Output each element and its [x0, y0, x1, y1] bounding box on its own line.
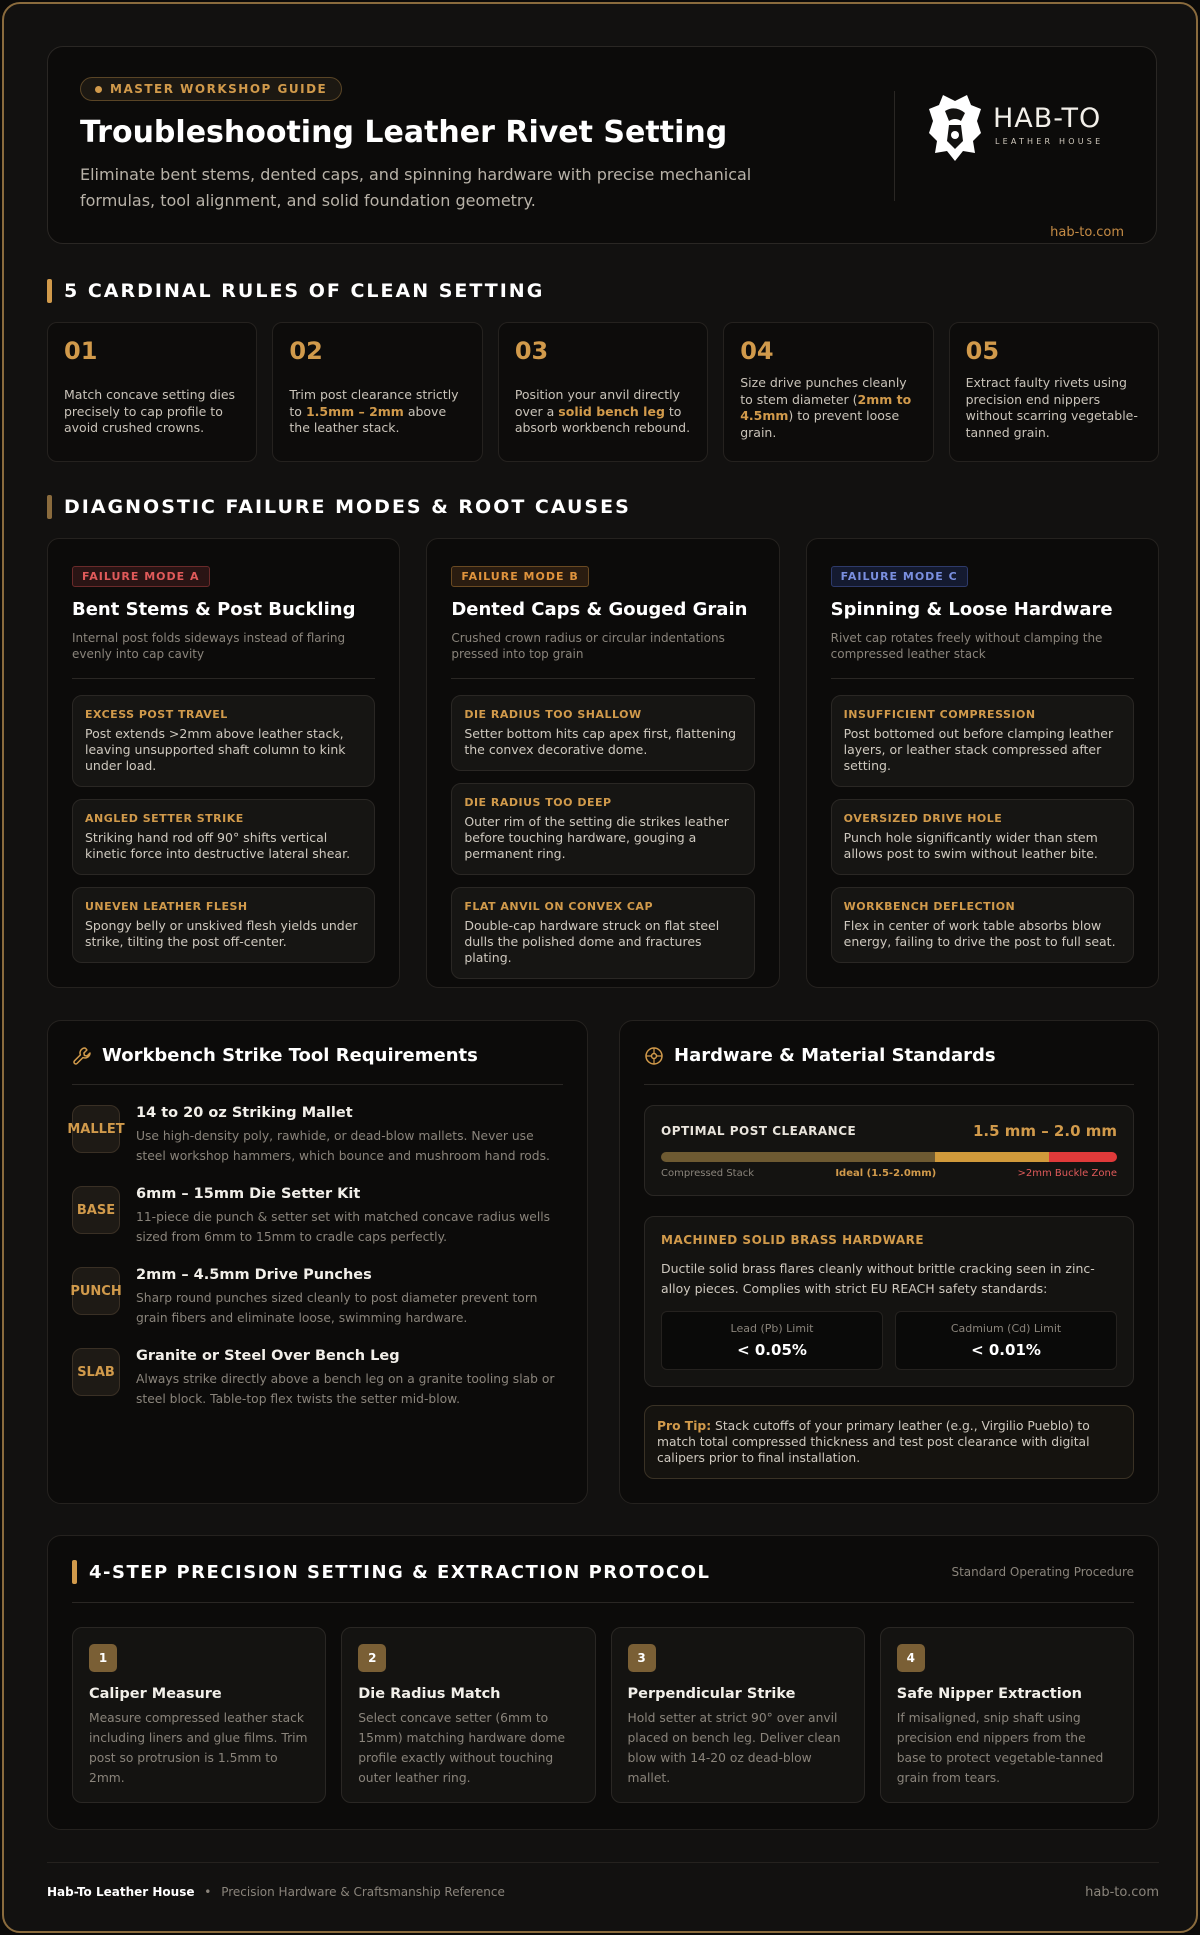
root-cause-title: OVERSIZED DRIVE HOLE: [843, 812, 1003, 825]
rule-number: 03: [514, 337, 549, 365]
divider: [451, 678, 754, 679]
tools-panel-title: Workbench Strike Tool Requirements: [102, 1045, 478, 1066]
rule-card: [47, 322, 257, 462]
protocol-step: [341, 1627, 595, 1803]
rule-text: Size drive punches cleanly to stem diameter (2mm to 4.5mm) to prevent loose grain.: [740, 375, 912, 440]
rule-highlight: solid bench leg: [558, 403, 665, 419]
rules-grid: [47, 322, 1159, 462]
root-cause-description: Post bottomed out before clamping leather layers, or leather stack compressed after setting.: [843, 726, 1114, 773]
step-number: 2: [358, 1644, 386, 1672]
protocol-panel: [47, 1535, 1159, 1830]
tool-badge: BASE: [72, 1186, 120, 1234]
brass-description: Ductile solid brass flares cleanly without brittle cracking seen in zinc-alloy pieces. Complies with strict EU REACH safety standards:: [661, 1261, 1095, 1296]
gauge-zone-label: Ideal (1.5-2.0mm): [835, 1168, 937, 1179]
section-accent-bar: [47, 279, 52, 303]
failure-mode-title: Dented Caps & Gouged Grain: [451, 599, 748, 620]
modes-section-heading: [47, 495, 631, 519]
root-cause-title: INSUFFICIENT COMPRESSION: [843, 708, 1036, 721]
protocol-header: [72, 1560, 1134, 1603]
root-cause-card: [451, 887, 754, 979]
divider: [72, 678, 375, 679]
limit-label: Cadmium (Cd) Limit: [950, 1322, 1062, 1335]
failure-modes-grid: [47, 538, 1159, 988]
tool-description: Use high-density poly, rawhide, or dead-blow mallets. Never use steel workshop hammers, which bounce and mushroom hand rods.: [136, 1129, 550, 1163]
root-cause-card: [451, 783, 754, 875]
failure-mode-title: Bent Stems & Post Buckling: [72, 599, 356, 620]
footer-url-link[interactable]: hab-to.com: [1085, 1885, 1159, 1900]
root-cause-description: Double-cap hardware struck on flat steel dulls the polished dome and fractures plating.: [464, 918, 720, 965]
rule-number: 04: [740, 337, 774, 365]
root-cause-title: UNEVEN LEATHER FLESH: [85, 900, 248, 913]
post-clearance-box: [644, 1105, 1134, 1196]
root-cause-card: [831, 695, 1134, 787]
pro-tip-box: [644, 1405, 1134, 1479]
rule-number: 05: [965, 337, 1000, 365]
hero-header: [47, 46, 1157, 244]
root-cause-description: Spongy belly or unskived flesh yields under strike, tilting the post off-center.: [85, 918, 358, 949]
root-cause-title: FLAT ANVIL ON CONVEX CAP: [464, 900, 654, 913]
brand-subtitle: LEATHER HOUSE: [995, 137, 1104, 146]
step-description: Select concave setter (6mm to 15mm) matching hardware dome profile exactly without touching outer leather ring.: [358, 1711, 566, 1785]
gauge-zone-label: >2mm Buckle Zone: [1017, 1168, 1117, 1179]
pro-tip-label: Pro Tip:: [657, 1419, 712, 1433]
protocol-steps: [72, 1627, 1134, 1803]
clearance-gauge: [661, 1152, 1117, 1162]
root-cause-description: Setter bottom hits cap apex first, flattening the convex decorative dome.: [464, 726, 737, 757]
failure-mode-description: Internal post folds sideways instead of flaring evenly into cap cavity: [72, 631, 346, 661]
wrench-icon: [72, 1046, 92, 1066]
clearance-gauge-labels: [661, 1168, 1117, 1179]
step-title: Perpendicular Strike: [627, 1686, 796, 1702]
step-title: Caliper Measure: [89, 1686, 222, 1702]
brand-block: [894, 91, 1124, 240]
guide-badge-label: MASTER WORKSHOP GUIDE: [110, 82, 328, 96]
divider: [831, 678, 1134, 679]
root-cause-description: Punch hole significantly wider than stem allows post to swim without leather bite.: [843, 830, 1098, 861]
root-cause-description: Outer rim of the setting die strikes leather before touching hardware, gouging a permanent ring.: [464, 814, 729, 861]
root-cause-card: [831, 799, 1134, 875]
rule-card: [723, 322, 933, 462]
tool-item: [67, 1105, 563, 1166]
gauge-segment: [1049, 1152, 1117, 1162]
section-accent-bar: [47, 495, 52, 519]
footer-separator: •: [204, 1885, 212, 1899]
failure-mode-card-a: [47, 538, 400, 988]
section-accent-bar: [72, 1560, 77, 1584]
rules-section-heading: [47, 279, 544, 303]
standards-panel-header: [644, 1045, 1134, 1085]
failure-mode-tag: FAILURE MODE B: [451, 566, 588, 587]
brass-hardware-box: [644, 1216, 1134, 1387]
root-cause-description: Striking hand rod off 90° shifts vertical kinetic force into destructive lateral shear.: [85, 830, 351, 861]
rule-number: 01: [64, 337, 98, 365]
tool-item: [72, 1267, 563, 1328]
tool-description: 11-piece die punch & setter set with matched concave radius wells sized from 6mm to 15mm to cradle caps perfectly.: [136, 1210, 551, 1244]
step-title: Safe Nipper Extraction: [896, 1686, 1082, 1702]
tool-item: [72, 1348, 563, 1409]
brass-title: MACHINED SOLID BRASS HARDWARE: [661, 1233, 925, 1247]
step-number: 4: [897, 1644, 925, 1672]
root-cause-card: [831, 887, 1134, 963]
step-title: Die Radius Match: [358, 1686, 501, 1702]
page-frame: [2, 2, 1198, 1933]
failure-mode-description: Crushed crown radius or circular indentations pressed into top grain: [451, 631, 725, 661]
tool-title: 6mm – 15mm Die Setter Kit: [136, 1186, 361, 1202]
page-title: Troubleshooting Leather Rivet Setting: [80, 115, 728, 150]
tool-description: Always strike directly above a bench leg on a granite tooling slab or steel block. Table-top flex twists the setter mid-blow.: [136, 1372, 555, 1406]
tool-title: Granite or Steel Over Bench Leg: [136, 1348, 400, 1364]
step-description: Measure compressed leather stack including liners and glue films. Trim post so protrusion is 1.5mm to 2mm.: [89, 1711, 308, 1785]
protocol-step: [880, 1627, 1134, 1803]
gauge-zone-label: Compressed Stack: [661, 1168, 755, 1179]
failure-mode-card-c: [806, 538, 1159, 988]
tools-panel: [47, 1020, 588, 1504]
tool-title: 2mm – 4.5mm Drive Punches: [136, 1267, 372, 1283]
rule-number: 02: [289, 337, 323, 365]
tool-badge: PUNCH: [72, 1267, 120, 1315]
tool-badge: MALLET: [72, 1105, 120, 1153]
guide-badge: [80, 77, 342, 101]
protocol-label: Standard Operating Procedure: [951, 1565, 1134, 1579]
cadmium-limit-card: [895, 1311, 1117, 1370]
step-description: If misaligned, snip shaft using precision end nippers from the base to protect vegetable-tanned grain from tears.: [896, 1711, 1104, 1785]
post-clearance-label: OPTIMAL POST CLEARANCE: [661, 1124, 857, 1138]
step-number: 3: [628, 1644, 656, 1672]
gauge-segment: [661, 1152, 935, 1162]
root-cause-card: [72, 695, 375, 787]
tool-description: Sharp round punches sized cleanly to post diameter prevent torn grain fibers and eliminate loose, swimming hardware.: [136, 1291, 538, 1325]
root-cause-card: [72, 799, 375, 875]
step-number: 1: [89, 1644, 117, 1672]
post-clearance-value: 1.5 mm – 2.0 mm: [972, 1122, 1117, 1140]
pro-tip-text: Stack cutoffs of your primary leather (e.g., Virgilio Pueblo) to match total compressed thickness and test post clearance with digital calipers prior to final installation.: [657, 1419, 1090, 1465]
root-cause-card: [451, 695, 754, 771]
rule-text: Trim post clearance strictly to 1.5mm – 2mm above the leather stack.: [289, 387, 459, 435]
failure-mode-title: Spinning & Loose Hardware: [830, 599, 1113, 620]
leather-hide-logo-icon: [925, 91, 985, 165]
root-cause-description: Flex in center of work table absorbs blow energy, failing to drive the post to full seat.: [843, 918, 1116, 949]
page-footer: [47, 1862, 1159, 1900]
protocol-step: [611, 1627, 865, 1803]
footer-tagline: Precision Hardware & Craftsmanship Reference: [221, 1885, 505, 1899]
protocol-title: 4-STEP PRECISION SETTING & EXTRACTION PROTOCOL: [89, 1561, 711, 1583]
tool-badge: SLAB: [72, 1348, 120, 1396]
tools-panel-header: [72, 1045, 563, 1085]
lead-limit-card: [661, 1311, 883, 1370]
failure-mode-card-b: [426, 538, 779, 988]
rule-highlight: 2mm to 4.5mm: [740, 391, 912, 423]
rule-highlight: 1.5mm – 2mm: [305, 403, 404, 419]
step-description: Hold setter at strict 90° over anvil placed on bench leg. Deliver clean blow with 14-20 oz dead-blow mallet.: [627, 1711, 841, 1785]
rules-section-title: 5 CARDINAL RULES OF CLEAN SETTING: [64, 280, 545, 302]
standards-panel: [619, 1020, 1159, 1504]
brand-name: HAB-TO: [993, 103, 1102, 134]
root-cause-description: Post extends >2mm above leather stack, leaving unsupported shaft column to kink under load.: [85, 726, 346, 773]
modes-section-title: DIAGNOSTIC FAILURE MODES & ROOT CAUSES: [64, 496, 631, 518]
limit-value: < 0.01%: [971, 1341, 1041, 1359]
gauge-segment: [935, 1152, 1049, 1162]
root-cause-card: [72, 887, 375, 963]
failure-mode-tag: FAILURE MODE C: [831, 566, 968, 587]
root-cause-title: EXCESS POST TRAVEL: [85, 708, 228, 721]
tool-item: [72, 1186, 563, 1247]
root-cause-title: ANGLED SETTER STRIKE: [85, 812, 244, 825]
limit-value: < 0.05%: [737, 1341, 807, 1359]
rule-card: [498, 322, 708, 462]
rule-card: [272, 322, 482, 462]
root-cause-title: DIE RADIUS TOO SHALLOW: [464, 708, 642, 721]
limits-row: [661, 1311, 1117, 1370]
rule-text: Position your anvil directly over a solid bench leg to absorb workbench rebound.: [514, 387, 691, 435]
tool-title: 14 to 20 oz Striking Mallet: [136, 1105, 353, 1121]
root-cause-title: DIE RADIUS TOO DEEP: [464, 796, 612, 809]
standards-panel-title: Hardware & Material Standards: [674, 1045, 996, 1066]
rule-text: Match concave setting dies precisely to cap profile to avoid crushed crowns.: [64, 387, 236, 435]
failure-mode-tag: FAILURE MODE A: [72, 566, 210, 587]
failure-mode-description: Rivet cap rotates freely without clamping the compressed leather stack: [830, 631, 1103, 661]
root-cause-title: WORKBENCH DEFLECTION: [843, 900, 1016, 913]
rule-card: [949, 322, 1159, 462]
badge-dot-icon: [95, 86, 102, 93]
limit-label: Lead (Pb) Limit: [730, 1322, 814, 1335]
rule-text: Extract faulty rivets using precision end nippers without scarring vegetable-tanned grain.: [965, 375, 1138, 440]
footer-brand: Hab-To Leather House: [47, 1885, 195, 1899]
protocol-step: [72, 1627, 326, 1803]
rivet-icon: [644, 1046, 664, 1066]
page-subtitle: Eliminate bent stems, dented caps, and spinning hardware with precise mechanical formulas, tool alignment, and solid foundation geometry.: [80, 165, 752, 210]
brand-url-link[interactable]: hab-to.com: [1050, 225, 1124, 240]
